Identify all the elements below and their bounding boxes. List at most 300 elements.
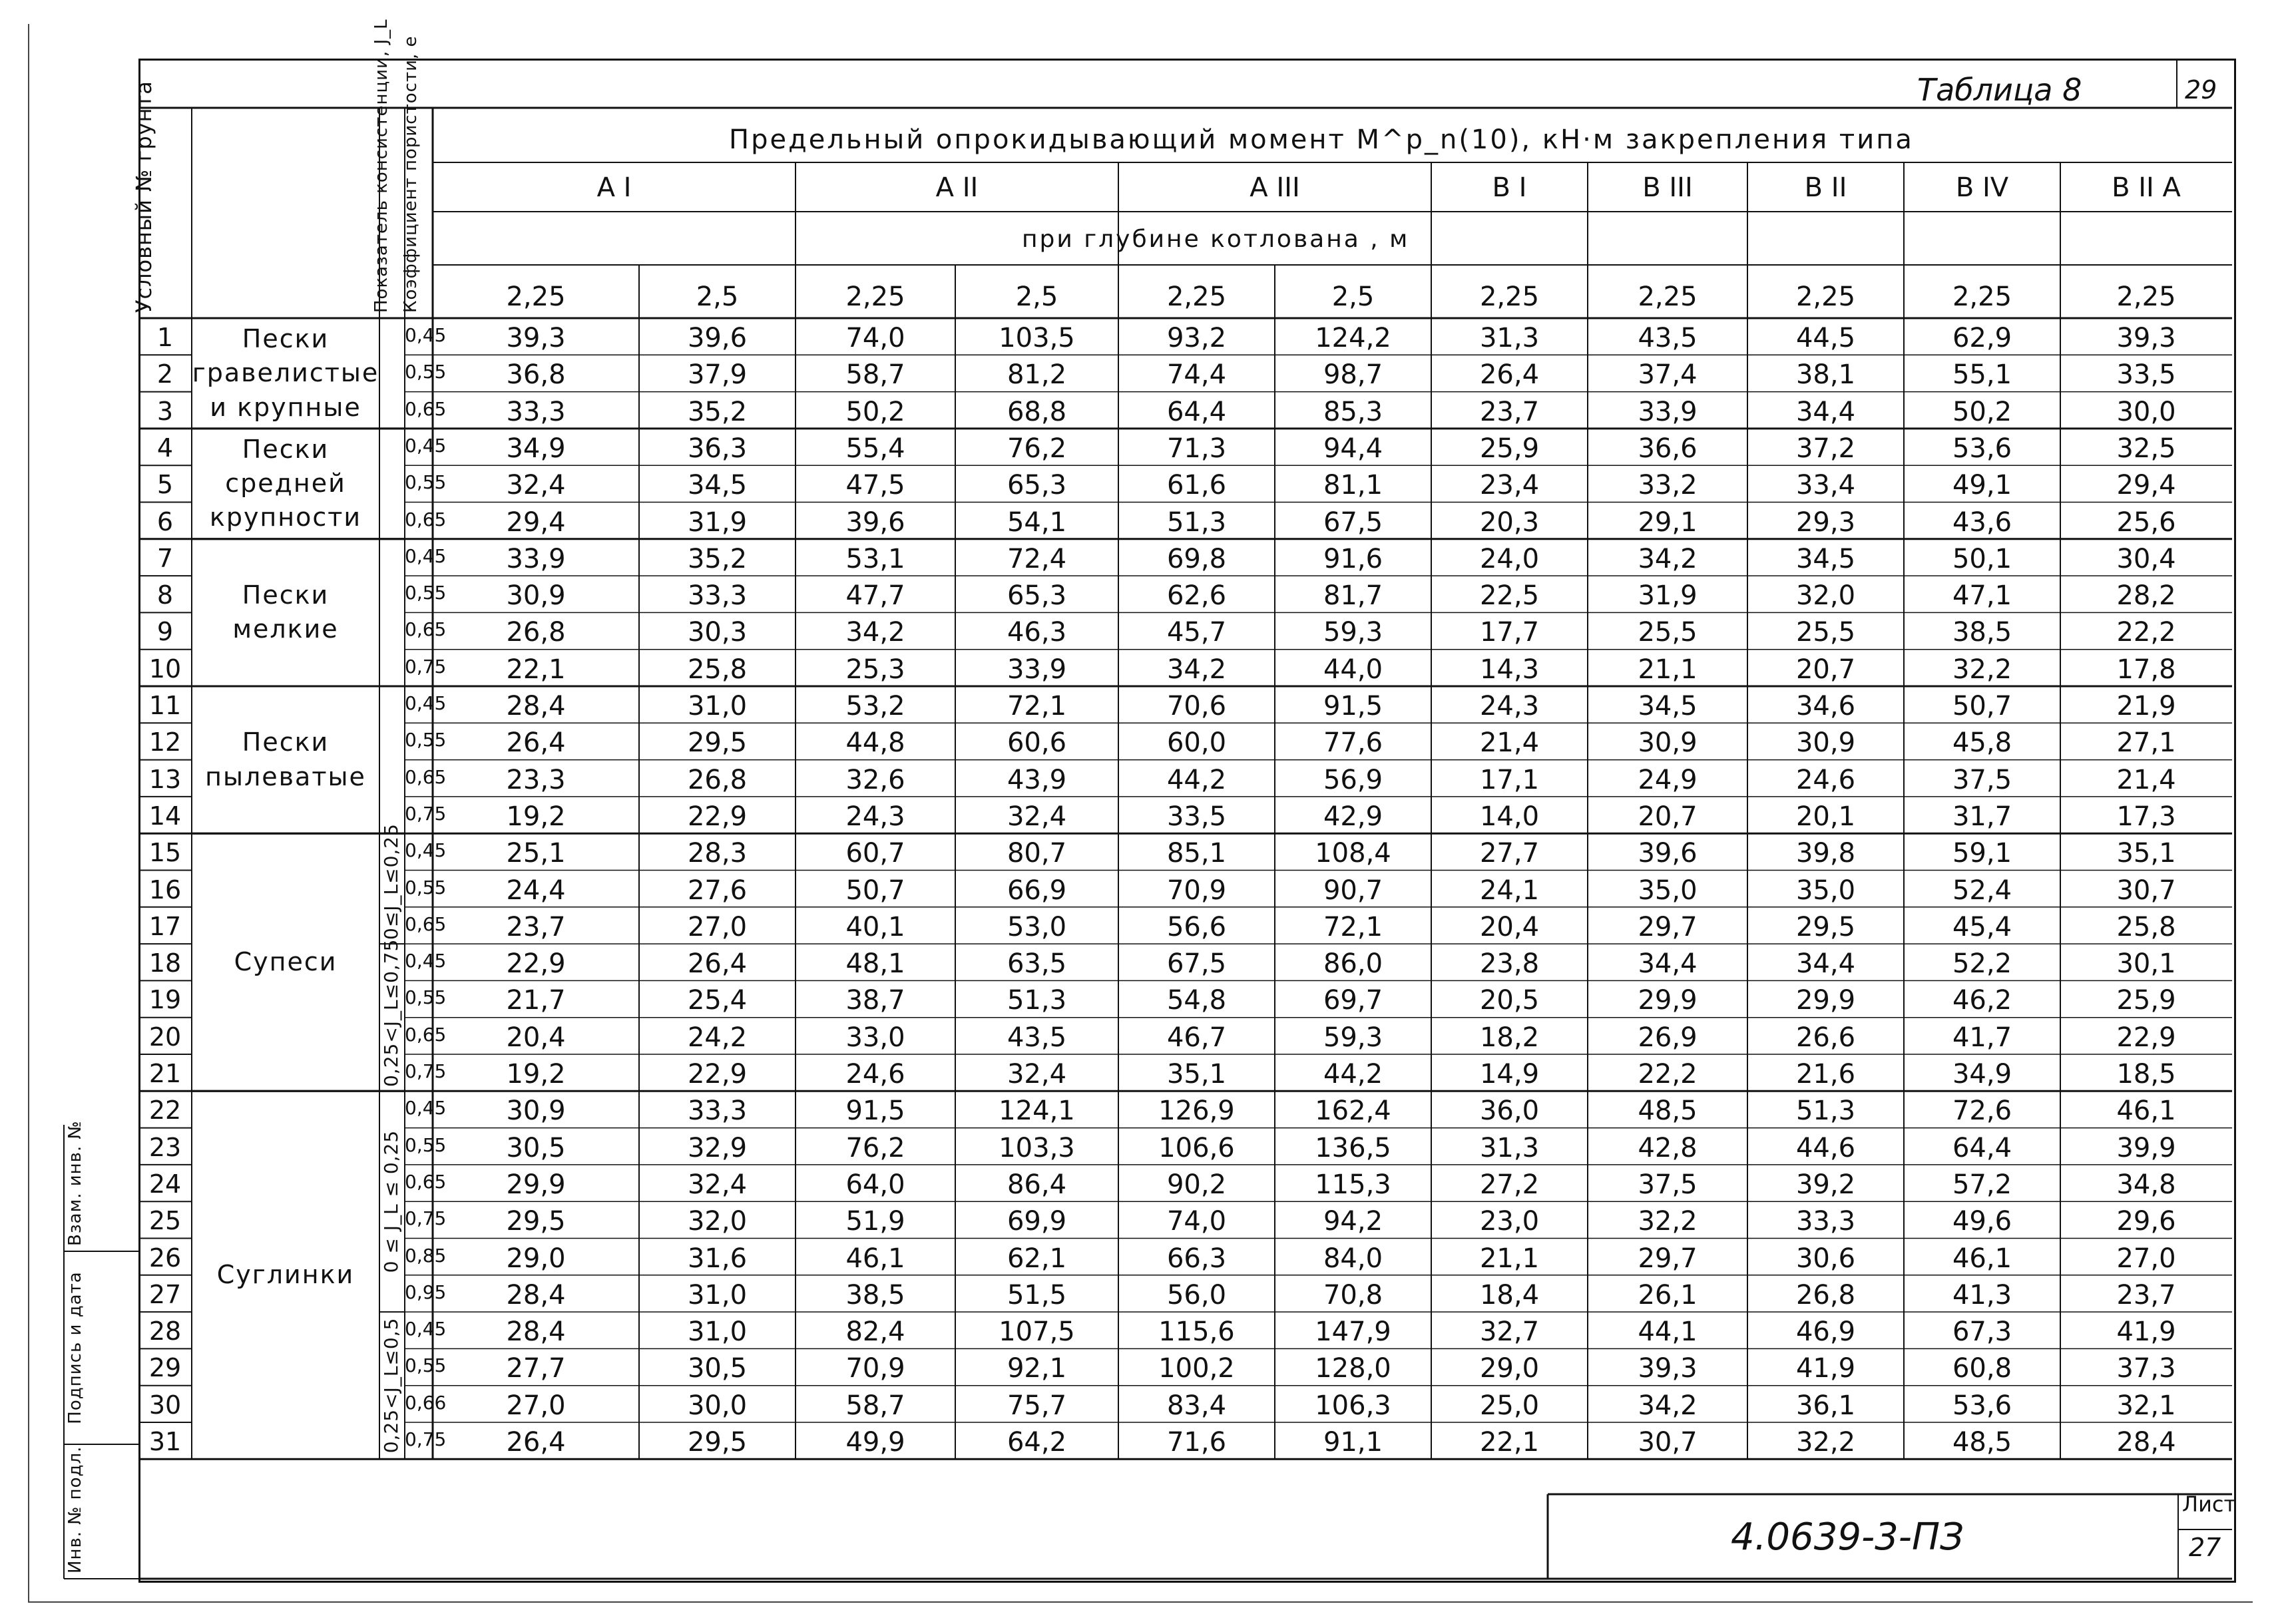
- moment-cell: 21,7: [506, 985, 566, 1016]
- moment-cell: 34,6: [1795, 691, 1856, 721]
- moment-cell: 29,5: [687, 1427, 748, 1458]
- moment-cell: 53,6: [1952, 1390, 2012, 1421]
- moment-cell: 91,1: [1323, 1427, 1383, 1458]
- moment-cell: 52,4: [1952, 875, 2012, 906]
- depth-label: 2,25: [1638, 282, 1698, 312]
- porosity-cell: 0,45: [405, 950, 447, 972]
- moment-cell: 54,8: [1166, 985, 1227, 1016]
- moment-cell: 36,6: [1638, 433, 1698, 464]
- moment-cell: 56,9: [1323, 764, 1383, 795]
- moment-cell: 32,1: [2116, 1390, 2176, 1421]
- moment-cell: 46,1: [1952, 1243, 2012, 1274]
- moment-cell: 70,9: [1166, 875, 1227, 906]
- moment-cell: 18,4: [1479, 1279, 1540, 1311]
- moment-cell: 81,2: [1007, 359, 1067, 391]
- moment-cell: 28,4: [506, 691, 566, 721]
- moment-cell: 63,5: [1007, 948, 1067, 980]
- top-page-number: 29: [2185, 75, 2217, 104]
- moment-cell: 21,4: [1479, 727, 1540, 759]
- sheet-label: Лист: [2182, 1492, 2237, 1517]
- moment-cell: 32,4: [1007, 801, 1067, 832]
- moment-cell: 27,1: [2116, 727, 2176, 759]
- moment-cell: 53,6: [1952, 433, 2012, 464]
- moment-cell: 30,0: [2116, 396, 2176, 427]
- moment-cell: 29,9: [506, 1169, 566, 1200]
- porosity-cell: 0,55: [405, 1354, 447, 1377]
- moment-cell: 32,5: [2116, 433, 2176, 464]
- moment-cell: 59,3: [1323, 617, 1383, 648]
- moment-cell: 86,4: [1007, 1169, 1067, 1200]
- moment-cell: 59,1: [1952, 838, 2012, 869]
- moment-cell: 25,6: [2116, 507, 2176, 538]
- moment-cell: 126,9: [1158, 1096, 1235, 1127]
- porosity-cell: 0,55: [405, 729, 447, 751]
- moment-cell: 66,3: [1166, 1243, 1227, 1274]
- moment-cell: 43,5: [1638, 323, 1698, 353]
- moment-cell: 84,0: [1323, 1243, 1383, 1274]
- moment-cell: 20,7: [1638, 801, 1698, 832]
- moment-cell: 25,8: [2116, 911, 2176, 942]
- moment-cell: 34,5: [1795, 543, 1856, 574]
- moment-cell: 30,1: [2116, 948, 2176, 980]
- porosity-cell: 0,65: [405, 508, 447, 530]
- moment-cell: 55,1: [1952, 359, 2012, 391]
- moment-cell: 60,0: [1166, 727, 1227, 759]
- type-label: В IV: [1955, 172, 2009, 203]
- moment-cell: 29,6: [2116, 1206, 2176, 1237]
- porosity-cell: 0,65: [405, 397, 447, 420]
- moment-cell: 31,6: [687, 1243, 748, 1274]
- moment-cell: 30,7: [1638, 1427, 1698, 1458]
- moment-cell: 62,6: [1166, 580, 1227, 612]
- depth-label: 2,25: [1795, 282, 1856, 312]
- moment-cell: 19,2: [506, 801, 566, 832]
- depth-label: 2,5: [696, 282, 739, 312]
- row-number: 22: [148, 1096, 182, 1125]
- moment-cell: 60,8: [1952, 1353, 2012, 1384]
- moment-cell: 33,4: [1795, 470, 1856, 501]
- moment-cell: 44,1: [1638, 1317, 1698, 1348]
- moment-cell: 25,9: [2116, 985, 2176, 1016]
- moment-cell: 32,4: [506, 470, 566, 501]
- moment-cell: 80,7: [1007, 838, 1067, 869]
- moment-cell: 46,3: [1007, 617, 1067, 648]
- row-number: 23: [148, 1132, 182, 1162]
- moment-cell: 32,6: [845, 764, 905, 795]
- porosity-cell: 0,75: [405, 1060, 447, 1082]
- row-number: 13: [148, 764, 182, 794]
- moment-cell: 22,5: [1479, 580, 1540, 612]
- moment-cell: 29,7: [1638, 911, 1698, 942]
- moment-cell: 17,7: [1479, 617, 1540, 648]
- row-number: 8: [156, 580, 174, 610]
- moment-cell: 29,0: [1479, 1353, 1540, 1384]
- moment-cell: 33,9: [506, 543, 566, 574]
- moment-cell: 30,9: [506, 1096, 566, 1127]
- moment-cell: 81,7: [1323, 580, 1383, 612]
- porosity-cell: 0,45: [405, 1097, 447, 1119]
- moment-cell: 51,3: [1007, 985, 1067, 1016]
- moment-cell: 72,6: [1952, 1096, 2012, 1127]
- moment-cell: 26,4: [506, 1427, 566, 1458]
- moment-cell: 24,0: [1479, 543, 1540, 574]
- row-number: 26: [148, 1243, 182, 1273]
- doc-code: 4.0639-3-ПЗ: [1731, 1516, 1964, 1559]
- moment-cell: 34,5: [1638, 691, 1698, 721]
- moment-cell: 20,4: [1479, 911, 1540, 942]
- moment-cell: 30,6: [1795, 1243, 1856, 1274]
- moment-cell: 29,9: [1638, 985, 1698, 1016]
- moment-cell: 64,2: [1007, 1427, 1067, 1458]
- moment-cell: 20,7: [1795, 654, 1856, 685]
- moment-cell: 33,2: [1638, 470, 1698, 501]
- moment-cell: 91,6: [1323, 543, 1383, 574]
- moment-cell: 17,1: [1479, 764, 1540, 795]
- moment-cell: 26,4: [506, 727, 566, 759]
- moment-cell: 23,0: [1479, 1206, 1540, 1237]
- moment-cell: 39,6: [1638, 838, 1698, 869]
- moment-cell: 50,2: [1952, 396, 2012, 427]
- depth-label: 2,25: [2116, 282, 2176, 312]
- moment-cell: 55,4: [845, 433, 905, 464]
- moment-cell: 41,9: [2116, 1317, 2176, 1348]
- moment-cell: 26,4: [1479, 359, 1540, 391]
- moment-cell: 32,2: [1795, 1427, 1856, 1458]
- moment-cell: 72,1: [1323, 911, 1383, 942]
- porosity-cell: 0,75: [405, 655, 447, 678]
- moment-cell: 30,9: [1638, 727, 1698, 759]
- moment-cell: 92,1: [1007, 1353, 1067, 1384]
- moment-cell: 37,2: [1795, 433, 1856, 464]
- moment-cell: 23,7: [2116, 1279, 2176, 1311]
- porosity-cell: 0,75: [405, 1207, 447, 1230]
- moment-cell: 32,0: [687, 1206, 748, 1237]
- moment-cell: 27,0: [687, 911, 748, 942]
- depth-label: 2,25: [845, 282, 905, 312]
- moment-cell: 103,3: [999, 1132, 1075, 1163]
- moment-cell: 24,4: [506, 875, 566, 906]
- moment-cell: 25,5: [1638, 617, 1698, 648]
- moment-cell: 33,5: [1166, 801, 1227, 832]
- moment-cell: 25,8: [687, 654, 748, 685]
- moment-cell: 30,7: [2116, 875, 2176, 906]
- moment-cell: 31,7: [1952, 801, 2012, 832]
- moment-cell: 70,6: [1166, 691, 1227, 721]
- moment-cell: 31,9: [687, 507, 748, 538]
- moment-cell: 41,9: [1795, 1353, 1856, 1384]
- moment-cell: 57,2: [1952, 1169, 2012, 1200]
- moment-cell: 34,2: [1166, 654, 1227, 685]
- il-range-label: 0,25<J_L≤0,5: [380, 1317, 402, 1454]
- moment-cell: 42,8: [1638, 1132, 1698, 1163]
- sheet-number: 27: [2189, 1533, 2221, 1562]
- moment-cell: 22,9: [687, 1059, 748, 1090]
- porosity-cell: 0,45: [405, 1318, 447, 1340]
- moment-cell: 26,8: [506, 617, 566, 648]
- moment-cell: 30,3: [687, 617, 748, 648]
- moment-cell: 24,3: [1479, 691, 1540, 721]
- moment-cell: 22,2: [1638, 1059, 1698, 1090]
- moment-cell: 41,3: [1952, 1279, 2012, 1311]
- moment-cell: 26,1: [1638, 1279, 1698, 1311]
- porosity-cell: 0,75: [405, 1428, 447, 1450]
- moment-cell: 91,5: [845, 1096, 905, 1127]
- moment-cell: 49,6: [1952, 1206, 2012, 1237]
- moment-cell: 50,1: [1952, 543, 2012, 574]
- moment-cell: 31,3: [1479, 1132, 1540, 1163]
- moment-cell: 47,7: [845, 580, 905, 612]
- moment-cell: 74,0: [845, 323, 905, 353]
- moment-cell: 26,9: [1638, 1022, 1698, 1053]
- moment-cell: 29,1: [1638, 507, 1698, 538]
- moment-cell: 30,9: [1795, 727, 1856, 759]
- moment-cell: 49,1: [1952, 470, 2012, 501]
- moment-cell: 43,5: [1007, 1022, 1067, 1053]
- moment-cell: 76,2: [845, 1132, 905, 1163]
- moment-cell: 44,8: [845, 727, 905, 759]
- moment-cell: 33,9: [1638, 396, 1698, 427]
- moment-cell: 34,9: [1952, 1059, 2012, 1090]
- moment-cell: 64,0: [845, 1169, 905, 1200]
- moment-cell: 20,3: [1479, 507, 1540, 538]
- col-il: Показатель консистенции, J_L: [371, 19, 391, 313]
- moment-cell: 26,6: [1795, 1022, 1856, 1053]
- moment-cell: 28,3: [687, 838, 748, 869]
- moment-cell: 29,5: [687, 727, 748, 759]
- moment-cell: 36,8: [506, 359, 566, 391]
- porosity-cell: 0,65: [405, 1170, 447, 1193]
- moment-cell: 27,6: [687, 875, 748, 906]
- moment-cell: 17,3: [2116, 801, 2176, 832]
- moment-cell: 26,8: [1795, 1279, 1856, 1311]
- moment-cell: 70,8: [1323, 1279, 1383, 1311]
- moment-cell: 51,5: [1007, 1279, 1067, 1311]
- moment-cell: 39,3: [506, 323, 566, 353]
- moment-cell: 18,5: [2116, 1059, 2176, 1090]
- moment-cell: 50,2: [845, 396, 905, 427]
- moment-cell: 67,5: [1166, 948, 1227, 980]
- soil-group-label: Пески гравелистые и крупные: [192, 324, 379, 422]
- moment-cell: 32,9: [687, 1132, 748, 1163]
- col-e: Коэффициент пористости, e: [401, 35, 421, 313]
- moment-cell: 28,2: [2116, 580, 2176, 612]
- moment-cell: 66,9: [1007, 875, 1067, 906]
- moment-cell: 39,6: [845, 507, 905, 538]
- depth-caption: при глубине котлована , м: [1022, 226, 1410, 253]
- row-number: 15: [148, 838, 182, 868]
- moment-cell: 31,3: [1479, 323, 1540, 353]
- moment-cell: 19,2: [506, 1059, 566, 1090]
- moment-cell: 46,9: [1795, 1317, 1856, 1348]
- moment-cell: 69,9: [1007, 1206, 1067, 1237]
- moment-cell: 44,2: [1323, 1059, 1383, 1090]
- row-number: 24: [148, 1169, 182, 1199]
- moment-cell: 24,3: [845, 801, 905, 832]
- moment-cell: 94,2: [1323, 1206, 1383, 1237]
- row-number: 29: [148, 1353, 182, 1383]
- row-number: 3: [156, 396, 174, 426]
- moment-cell: 23,4: [1479, 470, 1540, 501]
- moment-cell: 83,4: [1166, 1390, 1227, 1421]
- moment-cell: 44,2: [1166, 764, 1227, 795]
- moment-cell: 24,9: [1638, 764, 1698, 795]
- moment-cell: 62,9: [1952, 323, 2012, 353]
- porosity-cell: 0,55: [405, 986, 447, 1009]
- moment-cell: 39,3: [1638, 1353, 1698, 1384]
- moment-cell: 21,6: [1795, 1059, 1856, 1090]
- moment-cell: 25,1: [506, 838, 566, 869]
- moment-cell: 59,3: [1323, 1022, 1383, 1053]
- porosity-cell: 0,45: [405, 324, 447, 346]
- moment-cell: 38,5: [1952, 617, 2012, 648]
- moment-cell: 45,8: [1952, 727, 2012, 759]
- moment-cell: 39,6: [687, 323, 748, 353]
- moment-cell: 30,5: [687, 1353, 748, 1384]
- moment-cell: 60,7: [845, 838, 905, 869]
- stamp-field: Взам. инв. №: [65, 1120, 85, 1246]
- moment-cell: 67,3: [1952, 1317, 2012, 1348]
- moment-cell: 23,7: [506, 911, 566, 942]
- moment-cell: 32,2: [1952, 654, 2012, 685]
- moment-cell: 68,8: [1007, 396, 1067, 427]
- moment-cell: 86,0: [1323, 948, 1383, 980]
- moment-cell: 34,4: [1638, 948, 1698, 980]
- row-number: 14: [148, 801, 182, 831]
- moment-cell: 20,4: [506, 1022, 566, 1053]
- moment-cell: 56,6: [1166, 911, 1227, 942]
- moment-cell: 35,0: [1795, 875, 1856, 906]
- moment-cell: 65,3: [1007, 580, 1067, 612]
- moment-cell: 17,8: [2116, 654, 2176, 685]
- moment-cell: 21,9: [2116, 691, 2176, 721]
- moment-cell: 53,0: [1007, 911, 1067, 942]
- porosity-cell: 0,65: [405, 765, 447, 788]
- row-number: 1: [156, 323, 174, 352]
- moment-cell: 115,3: [1315, 1169, 1391, 1200]
- porosity-cell: 0,45: [405, 692, 447, 714]
- porosity-cell: 0,45: [405, 544, 447, 567]
- moment-cell: 33,9: [1007, 654, 1067, 685]
- moment-cell: 70,9: [845, 1353, 905, 1384]
- moment-cell: 94,4: [1323, 433, 1383, 464]
- moment-cell: 14,3: [1479, 654, 1540, 685]
- moment-cell: 71,6: [1166, 1427, 1227, 1458]
- moment-cell: 25,9: [1479, 433, 1540, 464]
- moment-cell: 21,1: [1479, 1243, 1540, 1274]
- row-number: 4: [156, 433, 174, 463]
- moment-cell: 22,1: [1479, 1427, 1540, 1458]
- moment-cell: 74,4: [1166, 359, 1227, 391]
- moment-cell: 35,2: [687, 543, 748, 574]
- moment-cell: 162,4: [1315, 1096, 1391, 1127]
- moment-cell: 31,0: [687, 1279, 748, 1311]
- moment-cell: 34,8: [2116, 1169, 2176, 1200]
- moment-cell: 38,1: [1795, 359, 1856, 391]
- moment-cell: 41,7: [1952, 1022, 2012, 1053]
- moment-cell: 58,7: [845, 1390, 905, 1421]
- moment-cell: 21,4: [2116, 764, 2176, 795]
- soil-group-label: Пески пылеватые: [205, 727, 366, 791]
- moment-cell: 24,1: [1479, 875, 1540, 906]
- row-number: 27: [148, 1279, 182, 1309]
- moment-cell: 34,5: [687, 470, 748, 501]
- moment-cell: 30,4: [2116, 543, 2176, 574]
- moment-cell: 35,1: [1166, 1059, 1227, 1090]
- moment-cell: 34,2: [1638, 1390, 1698, 1421]
- moment-cell: 22,9: [687, 801, 748, 832]
- moment-cell: 22,2: [2116, 617, 2176, 648]
- moment-cell: 53,2: [845, 691, 905, 721]
- moment-cell: 106,3: [1315, 1390, 1391, 1421]
- moment-cell: 47,1: [1952, 580, 2012, 612]
- moment-cell: 53,1: [845, 543, 905, 574]
- il-range-label: 0,25<J_L≤0,75: [380, 938, 402, 1088]
- porosity-cell: 0,55: [405, 1133, 447, 1156]
- moment-cell: 23,3: [506, 764, 566, 795]
- moment-cell: 46,2: [1952, 985, 2012, 1016]
- moment-cell: 26,8: [687, 764, 748, 795]
- moment-cell: 29,4: [2116, 470, 2176, 501]
- moment-cell: 51,9: [845, 1206, 905, 1237]
- moment-cell: 44,6: [1795, 1132, 1856, 1163]
- moment-cell: 27,0: [2116, 1243, 2176, 1274]
- moment-cell: 103,5: [999, 323, 1075, 353]
- moment-cell: 90,2: [1166, 1169, 1227, 1200]
- moment-cell: 64,4: [1166, 396, 1227, 427]
- moment-cell: 29,9: [1795, 985, 1856, 1016]
- moment-cell: 27,2: [1479, 1169, 1540, 1200]
- moment-cell: 31,0: [687, 691, 748, 721]
- moment-cell: 33,5: [2116, 359, 2176, 391]
- moment-cell: 50,7: [1952, 691, 2012, 721]
- row-number: 9: [156, 617, 174, 647]
- porosity-cell: 0,55: [405, 876, 447, 899]
- porosity-cell: 0,85: [405, 1244, 447, 1267]
- moment-cell: 62,1: [1007, 1243, 1067, 1274]
- stamp-field: Инв. № подл.: [65, 1446, 85, 1573]
- porosity-cell: 0,65: [405, 1023, 447, 1046]
- moment-cell: 29,5: [1795, 911, 1856, 942]
- depth-label: 2,5: [1015, 282, 1058, 312]
- moment-cell: 32,2: [1638, 1206, 1698, 1237]
- row-number: 12: [148, 727, 182, 757]
- moment-cell: 71,3: [1166, 433, 1227, 464]
- porosity-cell: 0,65: [405, 618, 447, 641]
- moment-cell: 44,5: [1795, 323, 1856, 353]
- row-number: 20: [148, 1022, 182, 1052]
- moment-cell: 76,2: [1007, 433, 1067, 464]
- moment-cell: 33,3: [687, 580, 748, 612]
- row-number: 16: [148, 875, 182, 905]
- moment-cell: 25,4: [687, 985, 748, 1016]
- type-label: А III: [1250, 172, 1300, 203]
- row-number: 28: [148, 1317, 182, 1346]
- moment-cell: 24,6: [1795, 764, 1856, 795]
- row-number: 11: [148, 691, 182, 720]
- depth-label: 2,25: [1952, 282, 2012, 312]
- moment-cell: 74,0: [1166, 1206, 1227, 1237]
- moment-cell: 23,8: [1479, 948, 1540, 980]
- moment-cell: 46,7: [1166, 1022, 1227, 1053]
- moment-cell: 30,5: [506, 1132, 566, 1163]
- moment-cell: 50,7: [845, 875, 905, 906]
- moment-cell: 124,1: [999, 1096, 1075, 1127]
- moment-cell: 34,4: [1795, 396, 1856, 427]
- moment-cell: 37,5: [1952, 764, 2012, 795]
- moment-cell: 22,9: [2116, 1022, 2176, 1053]
- moment-cell: 52,2: [1952, 948, 2012, 980]
- moment-cell: 54,1: [1007, 507, 1067, 538]
